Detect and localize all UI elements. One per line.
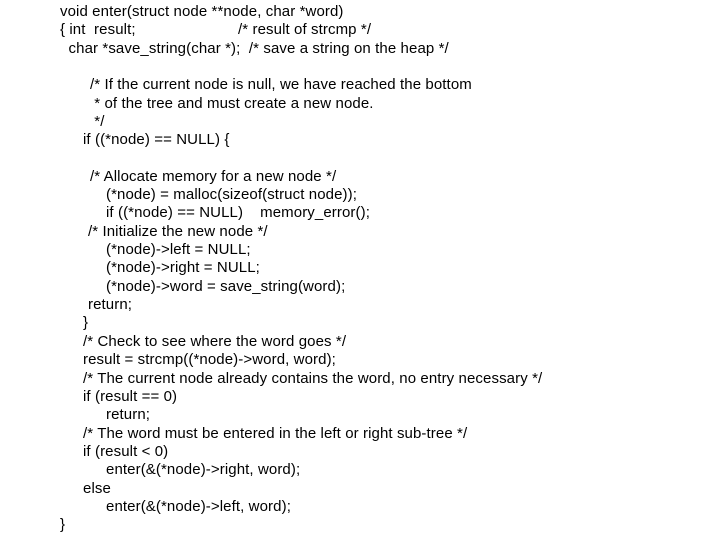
code-line-return-found: return;	[106, 406, 151, 423]
code-line-set-word: (*node)->word = save_string(word);	[106, 278, 346, 295]
code-line-enter-left: enter(&(*node)->left, word);	[106, 498, 291, 515]
code-line-result-declaration: { int result; /* result of strcmp */	[60, 21, 372, 38]
code-line-if-result-negative: if (result < 0)	[83, 443, 169, 460]
code-line-set-left: (*node)->left = NULL;	[106, 241, 251, 258]
code-line-strcmp: result = strcmp((*node)->word, word);	[83, 351, 336, 368]
code-line-close-function: }	[60, 516, 66, 533]
code-line-memory-error-check: if ((*node) == NULL) memory_error();	[106, 204, 370, 221]
code-line-comment-null-node-3: */	[90, 113, 105, 130]
code-line-close-if-block: }	[83, 314, 89, 331]
code-line-if-node-null: if ((*node) == NULL) {	[83, 131, 230, 148]
code-line-comment-null-node-2: * of the tree and must create a new node.	[90, 95, 374, 112]
code-line-malloc: (*node) = malloc(sizeof(struct node));	[106, 186, 357, 203]
code-line-if-result-zero: if (result == 0)	[83, 388, 178, 405]
code-line-comment-allocate: /* Allocate memory for a new node */	[90, 168, 337, 185]
code-line-comment-subtree: /* The word must be entered in the left or right sub-tree */	[83, 425, 468, 442]
code-line-function-signature: void enter(struct node **node, char *word)	[60, 3, 344, 20]
code-line-comment-check-word: /* Check to see where the word goes */	[83, 333, 347, 350]
code-line-set-right: (*node)->right = NULL;	[106, 259, 260, 276]
code-line-comment-null-node-1: /* If the current node is null, we have reached the bottom	[90, 76, 472, 93]
code-line-return-after-create: return;	[88, 296, 133, 313]
code-line-enter-right: enter(&(*node)->right, word);	[106, 461, 301, 478]
code-line-comment-already-contains: /* The current node already contains the word, no entry necessary */	[83, 370, 543, 387]
code-line-save-string-prototype: char *save_string(char *); /* save a string on the heap */	[60, 40, 449, 57]
code-line-else: else	[83, 480, 111, 497]
code-line-comment-initialize: /* Initialize the new node */	[88, 223, 268, 240]
